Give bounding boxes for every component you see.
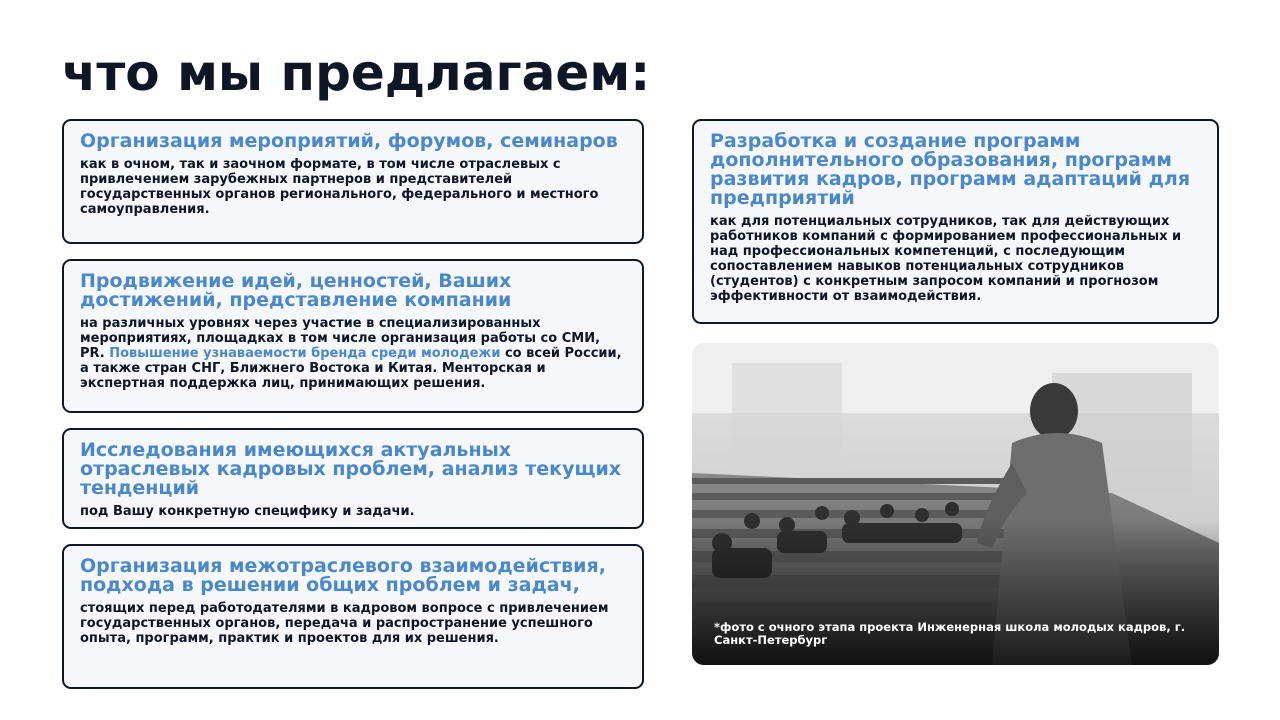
lecture-photo <box>692 343 1219 665</box>
card-heading: Организация межотраслевого взаимодействия, подхода в решении общих проблем и задач, <box>80 555 606 596</box>
card-text <box>80 316 628 391</box>
card-text-part: на различных уровнях через участие в специализированных мероприятиях, площадках в том числе организация работы со СМИ, PR. <box>80 316 601 361</box>
card-heading: Продвижение идей, ценностей, Ваших достижений, представление компании <box>80 270 512 311</box>
offer-card-promotion <box>62 259 644 413</box>
page-title: что мы предлагаем: <box>62 44 651 102</box>
card-heading: Организация мероприятий, форумов, семинаров <box>80 130 618 152</box>
card-text: стоящих перед работодателями в кадровом вопросе с привлечением государственных органов, передача и распространение успешного опыта, программ, практик и проектов для их решения. <box>80 601 609 646</box>
card-text-highlight: Повышение узнаваемости бренда среди молодежи <box>109 346 501 361</box>
photo-caption: *фото с очного этапа проекта Инженерная школа молодых кадров, г. Санкт-Петербург <box>714 620 1186 647</box>
offer-card-research <box>62 428 644 529</box>
card-heading: Исследования имеющихся актуальных отраслевых кадровых проблем, анализ текущих тенденций <box>80 439 622 499</box>
card-heading: Разработка и создание программ дополнительного образования, программ развития кадров, программ адаптаций для предприятий <box>710 130 1191 209</box>
offer-card-events <box>62 119 644 244</box>
card-text: под Вашу конкретную специфику и задачи. <box>80 504 415 519</box>
offer-card-interaction <box>62 544 644 689</box>
card-text: как для потенциальных сотрудников, так для действующих работников компаний с формированием профессиональных и над профессиональных компетенций, с последующим сопоставлением навыков потенциальных сотрудников (студентов) с конкретным запросом компаний и прогнозом эффективности от взаимодействия. <box>710 214 1182 304</box>
card-text: как в очном, так и заочном формате, в том числе отраслевых с привлечением зарубежных партнеров и представителей государственных органов регионального, федерального и местного самоуправления. <box>80 157 599 217</box>
card-text-part: со всей России, а также стран СНГ, Ближнего Востока и Китая. Менторская и экспертная поддержка лиц, принимающих решения. <box>80 346 622 391</box>
offer-card-education <box>692 119 1219 324</box>
